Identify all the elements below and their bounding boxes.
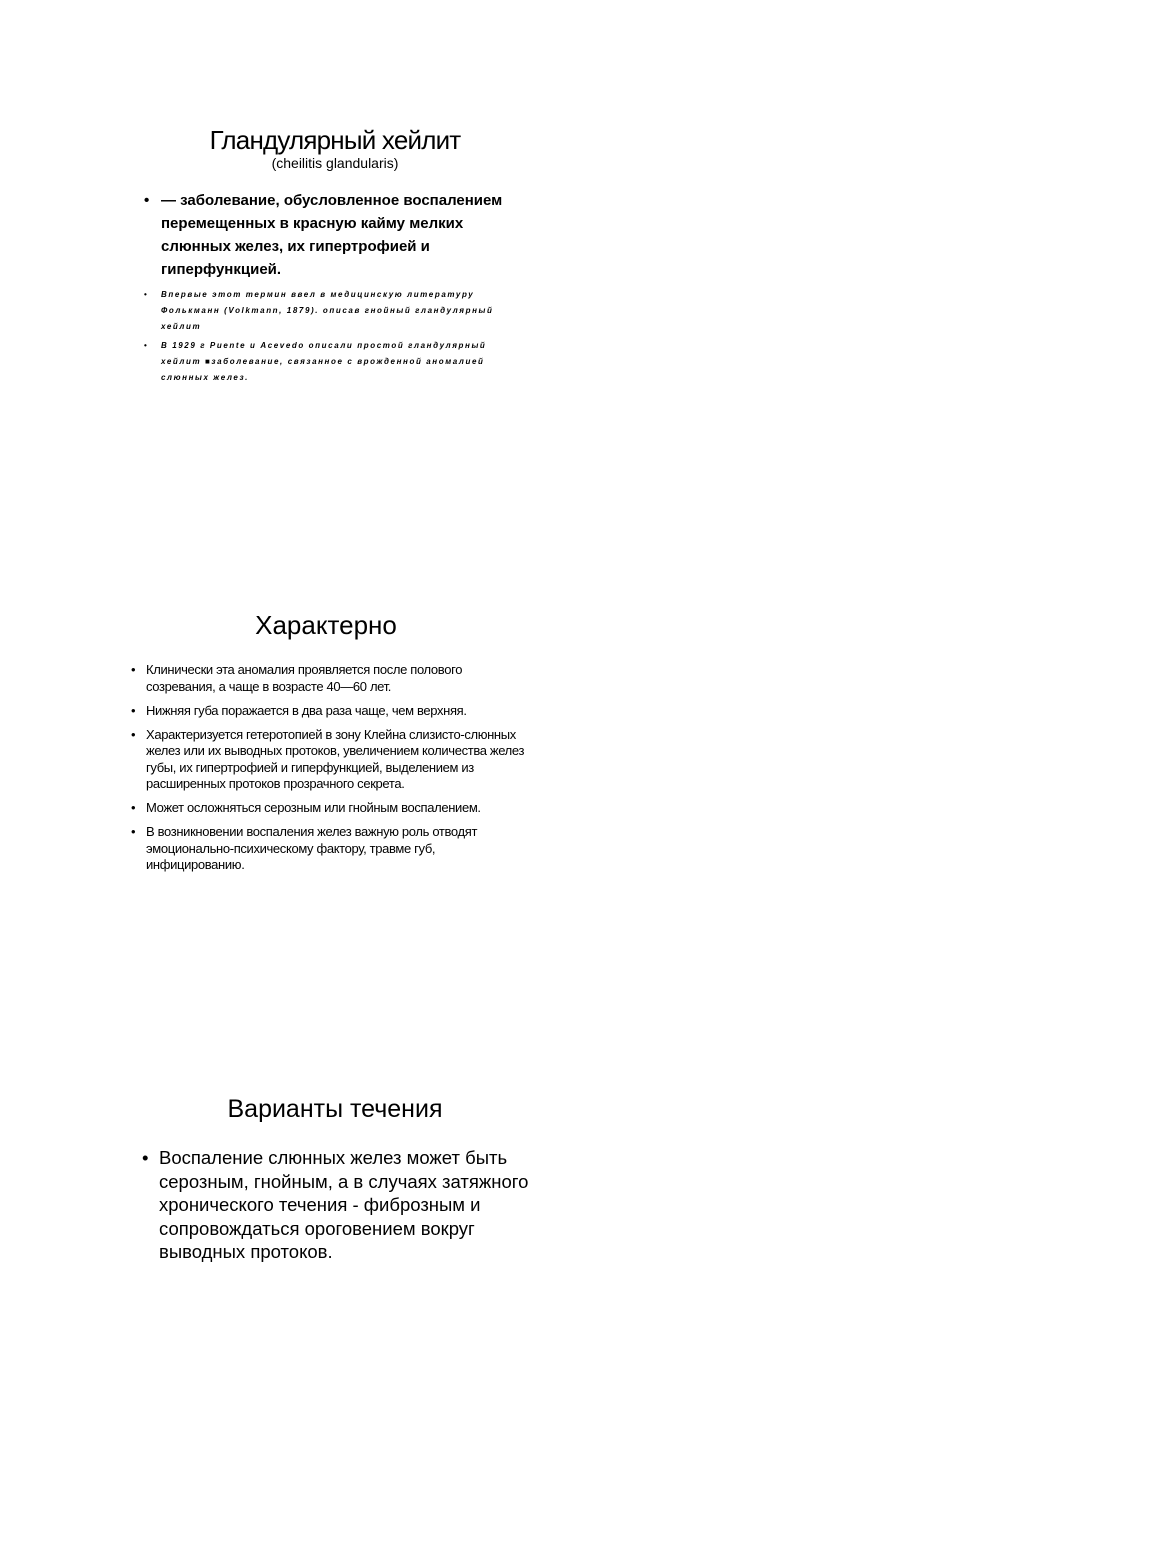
slide-course-variants <box>140 1092 530 1264</box>
list-item <box>126 824 526 874</box>
characteristics-list <box>126 662 526 874</box>
list-item <box>140 1146 530 1264</box>
list-item <box>140 287 530 335</box>
bullet-icon: • <box>131 800 136 815</box>
slide-title: Варианты течения <box>227 1095 443 1123</box>
history-notes-list <box>140 287 530 386</box>
list-item <box>126 800 526 817</box>
item-text: Воспаление слюнных желез может быть серозным, гнойным, а в случаях затяжного хронического течения - фиброзным и сопровождаться ороговением вокруг выводных протоков. <box>159 1147 529 1262</box>
slide-characteristic <box>126 608 526 881</box>
list-item <box>126 727 526 793</box>
list-item <box>126 662 526 695</box>
note-text: Впервые этот термин ввел в медицинскую литературу Фолькманн (Volkmann, 1879). описав гнойный гландулярный хейлит <box>161 290 494 331</box>
variants-list <box>140 1146 530 1264</box>
bullet-icon: • <box>144 290 149 299</box>
bullet-icon: • <box>144 341 149 350</box>
bullet-icon: • <box>142 1147 149 1168</box>
item-text: Может осложняться серозным или гнойным воспалением. <box>146 800 481 815</box>
slide-glandular-cheilitis <box>140 124 530 389</box>
item-text: В возникновении воспаления желез важную роль отводят эмоционально-психическому фактору, травме губ, инфицированию. <box>146 824 478 872</box>
list-item <box>140 338 530 386</box>
slide-title: Гландулярный хейлит <box>209 125 461 155</box>
slide-subtitle: (cheilitis glandularis) <box>271 155 399 171</box>
item-text: Характеризуется гетеротопией в зону Клейна слизисто-слюнных желез или их выводных протоков, увеличением количества желез губы, их гипертрофией и гиперфункцией, выделением из расширенных протоков прозрачного секрета. <box>146 726 525 791</box>
list-item <box>140 189 530 281</box>
bullet-icon: • <box>131 702 136 718</box>
bullet-icon: • <box>144 192 150 209</box>
definition-list <box>140 189 530 281</box>
item-text: Клинически эта аномалия проявляется после полового созревания, а чаще в возрасте 40—60 лет. <box>146 662 463 694</box>
slide-title: Характерно <box>255 610 397 640</box>
definition-text: — заболевание, обусловленное воспалением перемещенных в красную кайму мелких слюнных желез, их гипертрофией и гиперфункцией. <box>161 192 503 278</box>
note-text: В 1929 г Puente и Acevedo описали простой гландулярный хейлит ■заболевание, связанное с врожденной аномалией слюнных желез. <box>161 341 487 382</box>
list-item <box>126 703 526 720</box>
item-text: Нижняя губа поражается в два раза чаще, чем верхняя. <box>146 702 467 718</box>
bullet-icon: • <box>131 662 136 677</box>
bullet-icon: • <box>131 824 136 839</box>
bullet-icon: • <box>131 726 136 742</box>
